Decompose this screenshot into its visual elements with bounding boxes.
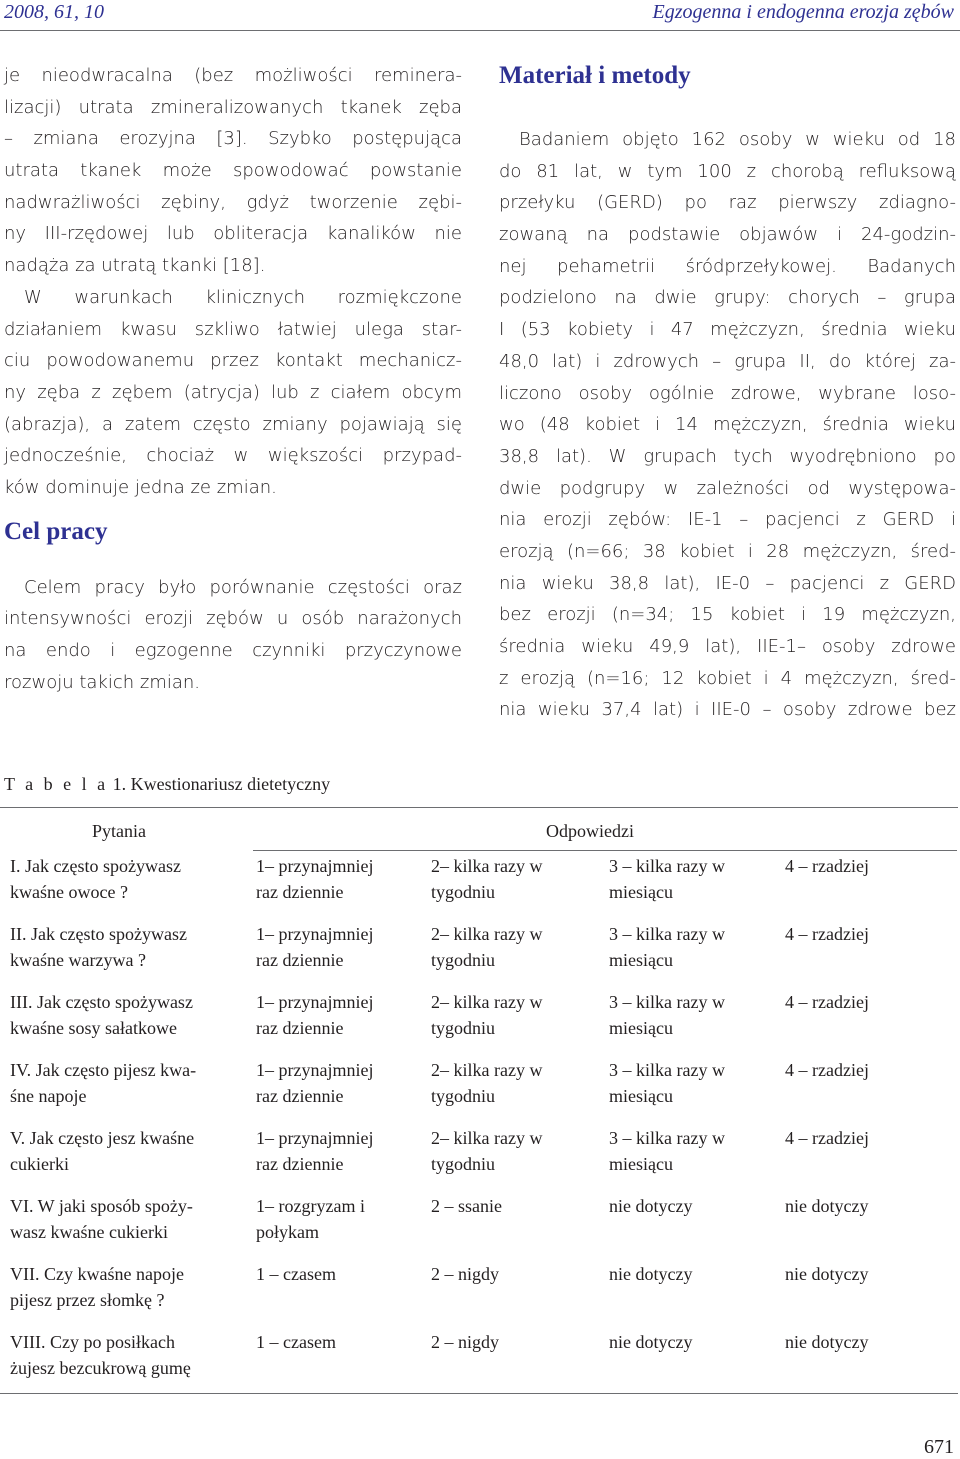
text-line: ny zęba z zębem (atrycja) lub z ciałem obcym [4,381,462,403]
answer-cell-4: nie dotyczy [785,1332,869,1352]
answer-cell-2: 2 – nigdy [431,1332,500,1352]
table-title: Kwestionariusz dietetyczny [130,774,331,794]
text-line: je nieodwracalna (bez możliwości reminera- [4,65,462,86]
text-line: I (53 kobiety i 47 mężczyzn, średnia wieku [499,319,956,341]
answer-cell-2: 2– kilka razy w tygodniu [431,1128,543,1174]
table-top-rule [0,807,958,808]
answer-cell-1: 1 – czasem [256,1332,336,1352]
text-line: z erozją (n=16; 12 kobiet i 4 mężczyzn, śred- [499,667,956,689]
table-label: T a b e l a [4,774,109,794]
column-header-answers: Odpowiedzi [546,821,634,841]
question-cell: IV. Jak często pijesz kwa- śne napoje [10,1060,197,1106]
answer-cell-2: 2– kilka razy w tygodniu [431,992,543,1038]
left-column [4,60,462,698]
section-heading-methods: Materiał i metody [499,62,691,89]
answers-header-rule [253,850,957,851]
text-line: nadwrażliwości zębiny, gdyż tworzenie zębi- [4,191,462,213]
text-line: erozją (n=66; 38 kobiet i 28 mężczyzn, śred- [499,540,956,562]
answer-cell-1: 1– przynajmniej raz dziennie [256,1128,374,1174]
question-cell: V. Jak często jesz kwaśne cukierki [10,1128,195,1174]
answer-cell-3: 3 – kilka razy w miesiącu [609,992,725,1038]
table-row [0,853,958,921]
answer-cell-1: 1– rozgryzam i połykam [256,1196,365,1242]
answer-cell-4: nie dotyczy [785,1196,869,1216]
answer-cell-1: 1– przynajmniej raz dziennie [256,856,374,902]
answer-cell-1: 1– przynajmniej raz dziennie [256,924,374,970]
question-cell: VII. Czy kwaśne napoje pijesz przez słomkę ? [10,1264,184,1310]
text-line: W warunkach klinicznych rozmiękczone [24,286,462,308]
text-line: Celem pracy było porównanie częstości oraz [24,576,462,598]
text-line: ny III-rzędowej lub obliteracja kanalików nie [4,223,462,245]
table-caption [4,772,330,796]
text-line: średnia wieku 49,9 lat), IIE-1– osoby zdrowe [499,636,956,657]
paragraph-methods [499,124,956,726]
answer-cell-4: 4 – rzadziej [785,1060,869,1080]
answer-cell-4: nie dotyczy [785,1264,869,1284]
answer-cell-3: 3 – kilka razy w miesiącu [609,924,725,970]
answer-cell-1: 1– przynajmniej raz dziennie [256,992,374,1038]
table-body [0,853,958,1393]
text-line: nadąża za utratą tkanki [18]. [4,255,266,277]
question-cell: VIII. Czy po posiłkach żujesz bezcukrową gumę [10,1332,191,1378]
text-line: – zmiana erozyjna [3]. Szybko postępująca [4,128,462,150]
answer-cell-2: 2 – nigdy [431,1264,500,1284]
text-line: działaniem kwasu szkliwo łatwiej ulega star- [4,318,462,340]
text-line: rozwoju takich zmian. [4,671,201,693]
table-number: 1. [112,774,127,794]
text-line: nia wieku 38,8 lat), IE-0 – pacjenci z GERD [499,572,956,594]
text-line: nia erozji zębów: IE-1 – pacjenci z GERD i [499,509,956,531]
paragraph-erosion-intro [4,60,462,282]
text-line: do 81 lat, w tym 100 z chorobą refluksową [499,160,956,182]
text-line: wo (48 kobiet i 14 mężczyzn, średnia wieku [499,414,956,436]
answer-cell-1: 1– przynajmniej raz dziennie [256,1060,374,1106]
question-cell: I. Jak często spożywasz kwaśne owoce ? [10,856,181,902]
text-line: Badaniem objęto 162 osoby w wieku od 18 [519,129,956,150]
answer-cell-3: 3 – kilka razy w miesiącu [609,1128,725,1174]
text-line: dwie podgrupy w zależności od występowa- [499,477,956,499]
answer-cell-4: 4 – rzadziej [785,1128,869,1148]
text-line: jednocześnie, chociaż w większości przypad- [4,445,462,467]
answer-cell-3: nie dotyczy [609,1196,693,1216]
table-row [0,989,958,1057]
paragraph-aim [4,572,462,699]
answer-cell-3: nie dotyczy [609,1332,693,1352]
question-cell: VI. W jaki sposób spoży- wasz kwaśne cukierki [10,1196,193,1242]
text-line: lizacji) utrata zmineralizowanych tkanek zęba [4,96,462,118]
paragraph-clinical-conditions [4,282,462,504]
text-line: ków dominuje jedna ze zmian. [4,476,277,498]
question-cell: II. Jak często spożywasz kwaśne warzywa ? [10,924,187,970]
answer-cell-1: 1 – czasem [256,1264,336,1284]
text-line: liczono osoby ogólnie zdrowe, wybrane loso- [499,382,956,404]
answer-cell-3: 3 – kilka razy w miesiącu [609,1060,725,1106]
answer-cell-2: 2– kilka razy w tygodniu [431,924,543,970]
text-line: bez erozji (n=34; 15 kobiet i 19 mężczyzn, [499,604,956,626]
table-row [0,1057,958,1125]
text-line: podzielono na dwie grupy: chorych – grupa [499,287,956,309]
answer-cell-4: 4 – rzadziej [785,992,869,1012]
text-line: intensywności erozji zębów u osób narażonych [4,608,462,630]
answer-cell-2: 2– kilka razy w tygodniu [431,1060,543,1106]
answer-cell-4: 4 – rzadziej [785,856,869,876]
text-line: (abrazja), a zatem często zmiany pojawiają się [4,413,462,435]
text-line: nia wieku 37,4 lat) i IIE-0 – osoby zdrowe bez [499,699,956,721]
text-line: zowaną na podstawie objawów i 24-godzin- [499,224,956,246]
table-row [0,921,958,989]
header-rule [0,30,960,31]
table-row [0,1329,958,1397]
answer-cell-4: 4 – rzadziej [785,924,869,944]
text-line: utrata tkanek może spowodować powstanie [4,160,462,182]
answer-cell-3: nie dotyczy [609,1264,693,1284]
column-header-questions: Pytania [92,821,146,841]
table-bottom-rule [0,1393,958,1394]
section-heading-aim: Cel pracy [4,517,108,545]
table-row [0,1261,958,1329]
text-line: ciu powodowanemu przez kontakt mechanicz- [4,350,462,372]
table-row [0,1193,958,1261]
page-number: 671 [924,1436,954,1458]
text-line: nej pehametrii śródprzełykowej. Badanych [499,255,956,277]
text-line: przełyku (GERD) po raz pierwszy zdiagno- [499,192,956,214]
right-column [499,60,956,726]
answer-cell-3: 3 – kilka razy w miesiącu [609,856,725,902]
text-line: na endo i egzogenne czynniki przyczynowe [4,640,462,661]
text-line: 48,0 lat) i zdrowych – grupa II, do której za- [499,350,956,372]
question-cell: III. Jak często spożywasz kwaśne sosy sałatkowe [10,992,193,1038]
table-row [0,1125,958,1193]
text-line: 38,8 lat). W grupach tych wyodrębniono po [499,445,956,467]
running-header-left: 2008, 61, 10 [4,1,104,23]
running-header-right: Egzogenna i endogenna erozja zębów [652,1,954,23]
answer-cell-2: 2– kilka razy w tygodniu [431,856,543,902]
answer-cell-2: 2 – ssanie [431,1196,502,1216]
